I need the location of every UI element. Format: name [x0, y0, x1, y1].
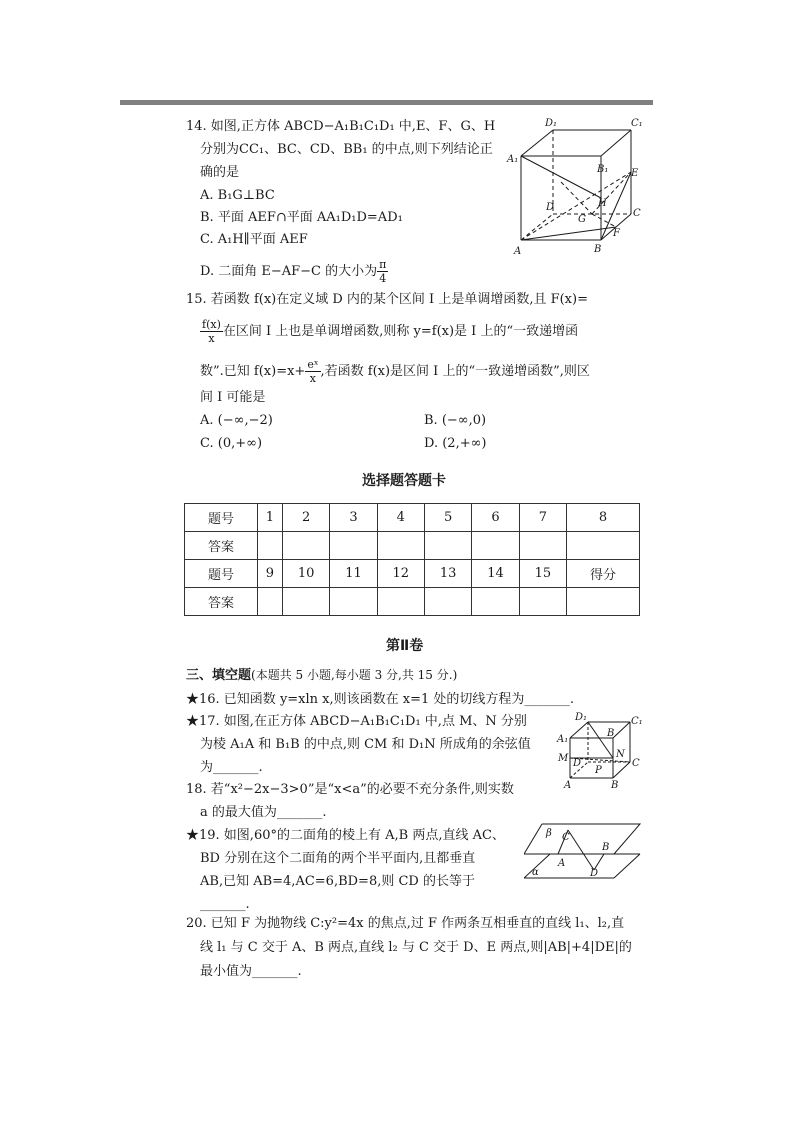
- q14-option-c: C. A₁H∥平面 AEF: [200, 232, 308, 247]
- q14-frac-den: 4: [379, 272, 387, 285]
- answer-cell[interactable]: [519, 588, 566, 616]
- table-cell: 6: [472, 504, 519, 532]
- q14-label-B: B: [594, 244, 602, 255]
- answer-cell[interactable]: [330, 588, 377, 616]
- q19-line2: BD 分别在这个二面角的两个半平面内,且都垂直: [200, 851, 476, 866]
- answer-cell[interactable]: [472, 588, 519, 616]
- q14-label-G: G: [578, 214, 586, 225]
- q15-line3-rest: ,若函数 f(x)是区间 I 上的“一致递增函数”,则区: [320, 364, 590, 379]
- q14-option-d: [200, 258, 388, 285]
- q14-pi-over-4: [377, 258, 388, 285]
- answer-card-row-answers-2: [185, 588, 640, 616]
- q19-line1: ★19. 如图,60°的二面角的棱上有 A,B 两点,直线 AC、: [186, 828, 505, 843]
- answer-card-title: 选择题答题卡: [362, 473, 446, 489]
- q17-label-M: M: [558, 753, 569, 764]
- q19-line4: _______.: [200, 897, 250, 912]
- q19-label-B: B: [602, 842, 610, 853]
- table-cell: 7: [519, 504, 566, 532]
- q18-line1: 18. 若“x²−2x−3>0”是“x<a”的必要不充分条件,则实数: [186, 782, 514, 797]
- q17-line3: 为_______.: [200, 760, 263, 775]
- q17-label-D: D: [573, 758, 582, 769]
- q20-line1: 20. 已知 F 为抛物线 C:y²=4x 的焦点,过 F 作两条互相垂直的直线 l₁、l₂,直: [186, 916, 625, 931]
- answer-card-table: [184, 503, 640, 616]
- answer-cell[interactable]: [377, 588, 424, 616]
- q14-label-C1: C₁: [631, 118, 643, 129]
- q15-line2-text: 在区间 I 上也是单调增函数,则称 y=f(x)是 I 上的“一致递增函: [222, 324, 579, 339]
- section-3-heading: 三、填空题: [186, 668, 252, 683]
- q19-label-beta: β: [546, 828, 552, 839]
- q15-line3: [200, 358, 590, 385]
- q17-label-P: P: [595, 765, 602, 776]
- q15-line3-pre: 数”.已知 f(x)=x+: [200, 364, 306, 379]
- q17-label-B-bottom: B: [611, 780, 619, 791]
- answer-cell[interactable]: [257, 588, 282, 616]
- q19-label-D: D: [590, 868, 599, 879]
- table-cell: 答案: [185, 588, 258, 616]
- q14-label-F: F: [613, 228, 620, 239]
- q15-option-a: A. (−∞,−2): [200, 413, 273, 428]
- q17-label-C1: C₁: [631, 716, 643, 727]
- answer-card-row-answers-1: [185, 532, 640, 560]
- table-cell: 答案: [185, 532, 258, 560]
- q17-label-D1: D₁: [575, 712, 588, 723]
- q15-option-c: C. (0,+∞): [200, 436, 263, 451]
- q15-option-d: D. (2,+∞): [424, 436, 487, 451]
- q14-label-A1: A₁: [507, 154, 519, 165]
- q17-label-C: C: [632, 758, 640, 769]
- q15-line2: [200, 318, 578, 345]
- q15-line4: 间 I 可能是: [200, 390, 266, 405]
- top-rule: [120, 100, 653, 105]
- q14-label-B1: B₁: [597, 164, 609, 175]
- table-cell: 10: [282, 560, 329, 588]
- table-cell: 11: [330, 560, 377, 588]
- table-cell: 8: [567, 504, 640, 532]
- section-3-header: [186, 664, 457, 687]
- q19-label-A: A: [558, 858, 566, 869]
- q17-label-A: A: [564, 780, 572, 791]
- table-cell: 4: [377, 504, 424, 532]
- q20-line2: 线 l₁ 与 C 交于 A、B 两点,直线 l₂ 与 C 交于 D、E 两点,则|AB|+4|DE|的: [200, 940, 632, 955]
- answer-cell[interactable]: [567, 532, 640, 560]
- q14-frac-num: π: [379, 258, 387, 271]
- table-cell: 题号: [185, 504, 258, 532]
- q15-frac2-den: x: [309, 372, 317, 385]
- table-cell: 1: [257, 504, 282, 532]
- q18-line2: a 的最大值为_______.: [200, 805, 327, 820]
- q19-dihedral-figure: [524, 820, 644, 882]
- table-cell: 题号: [185, 560, 258, 588]
- q17-line1: ★17. 如图,在正方体 ABCD−A₁B₁C₁D₁ 中,点 M、N 分别: [186, 714, 527, 729]
- q15-option-b: B. (−∞,0): [424, 413, 487, 428]
- q15-frac-ex-over-x: [305, 358, 320, 385]
- table-cell: 得分: [567, 560, 640, 588]
- answer-cell[interactable]: [424, 532, 471, 560]
- q14-option-d-text: D. 二面角 E−AF−C 的大小为: [200, 264, 378, 279]
- answer-cell[interactable]: [330, 532, 377, 560]
- q15-line1: 15. 若函数 f(x)在定义域 D 内的某个区间 I 上是单调增函数,且 F(x)=: [186, 292, 588, 307]
- answer-card-row-numbers-1: [185, 504, 640, 532]
- answer-cell[interactable]: [519, 532, 566, 560]
- q17-line2: 为棱 A₁A 和 B₁B 的中点,则 CM 和 D₁N 所成角的余弦值: [200, 737, 531, 752]
- q14-stem-line3: 确的是: [200, 165, 240, 180]
- q14-label-D: D: [546, 202, 555, 213]
- q14-option-a: A. B₁G⊥BC: [200, 188, 275, 203]
- answer-card-row-numbers-2: [185, 560, 640, 588]
- answer-cell[interactable]: [282, 532, 329, 560]
- section-3-note: (本题共 5 小题,每小题 3 分,共 15 分.): [251, 668, 458, 682]
- q19-label-alpha: α: [532, 867, 539, 878]
- question-16: ★16. 已知函数 y=xln x,则该函数在 x=1 处的切线方程为_______.: [186, 692, 575, 707]
- part-2-title: 第Ⅱ卷: [386, 638, 424, 654]
- answer-cell[interactable]: [472, 532, 519, 560]
- table-cell: 12: [377, 560, 424, 588]
- q17-cube-figure: [555, 710, 645, 792]
- table-cell: 5: [424, 504, 471, 532]
- q14-stem-line2: 分别为CC₁、BC、CD、BB₁ 的中点,则下列结论正: [200, 142, 493, 157]
- table-cell: 2: [282, 504, 329, 532]
- q14-option-b: B. 平面 AEF∩平面 AA₁D₁D=AD₁: [200, 210, 403, 225]
- q14-stem-line1: 14. 如图,正方体 ABCD−A₁B₁C₁D₁ 中,E、F、G、H: [186, 119, 496, 134]
- q19-label-C: C: [562, 832, 570, 843]
- answer-cell[interactable]: [567, 588, 640, 616]
- q17-label-A1: A₁: [557, 734, 569, 745]
- answer-cell[interactable]: [377, 532, 424, 560]
- q17-label-N: N: [616, 749, 625, 760]
- q14-cube-figure: [505, 112, 645, 262]
- q15-frac1-num: f(x): [202, 318, 221, 331]
- q14-label-C: C: [633, 208, 641, 219]
- q14-label-H: H: [598, 198, 607, 209]
- q17-label-B: B: [607, 728, 615, 739]
- q20-line3: 最小值为_______.: [200, 964, 302, 979]
- table-cell: 15: [519, 560, 566, 588]
- table-cell: 14: [472, 560, 519, 588]
- q14-label-A: A: [514, 246, 522, 257]
- answer-cell[interactable]: [424, 588, 471, 616]
- q14-label-D1: D₁: [545, 118, 558, 129]
- q15-frac2-num: eˣ: [307, 358, 319, 371]
- q19-line3: AB,已知 AB=4,AC=6,BD=8,则 CD 的长等于: [200, 874, 475, 889]
- q15-frac-fx-over-x: [200, 318, 223, 345]
- q15-frac1-den: x: [208, 332, 215, 345]
- table-cell: 3: [330, 504, 377, 532]
- q14-label-E: E: [631, 168, 639, 179]
- answer-cell[interactable]: [257, 532, 282, 560]
- table-cell: 9: [257, 560, 282, 588]
- answer-cell[interactable]: [282, 588, 329, 616]
- table-cell: 13: [424, 560, 471, 588]
